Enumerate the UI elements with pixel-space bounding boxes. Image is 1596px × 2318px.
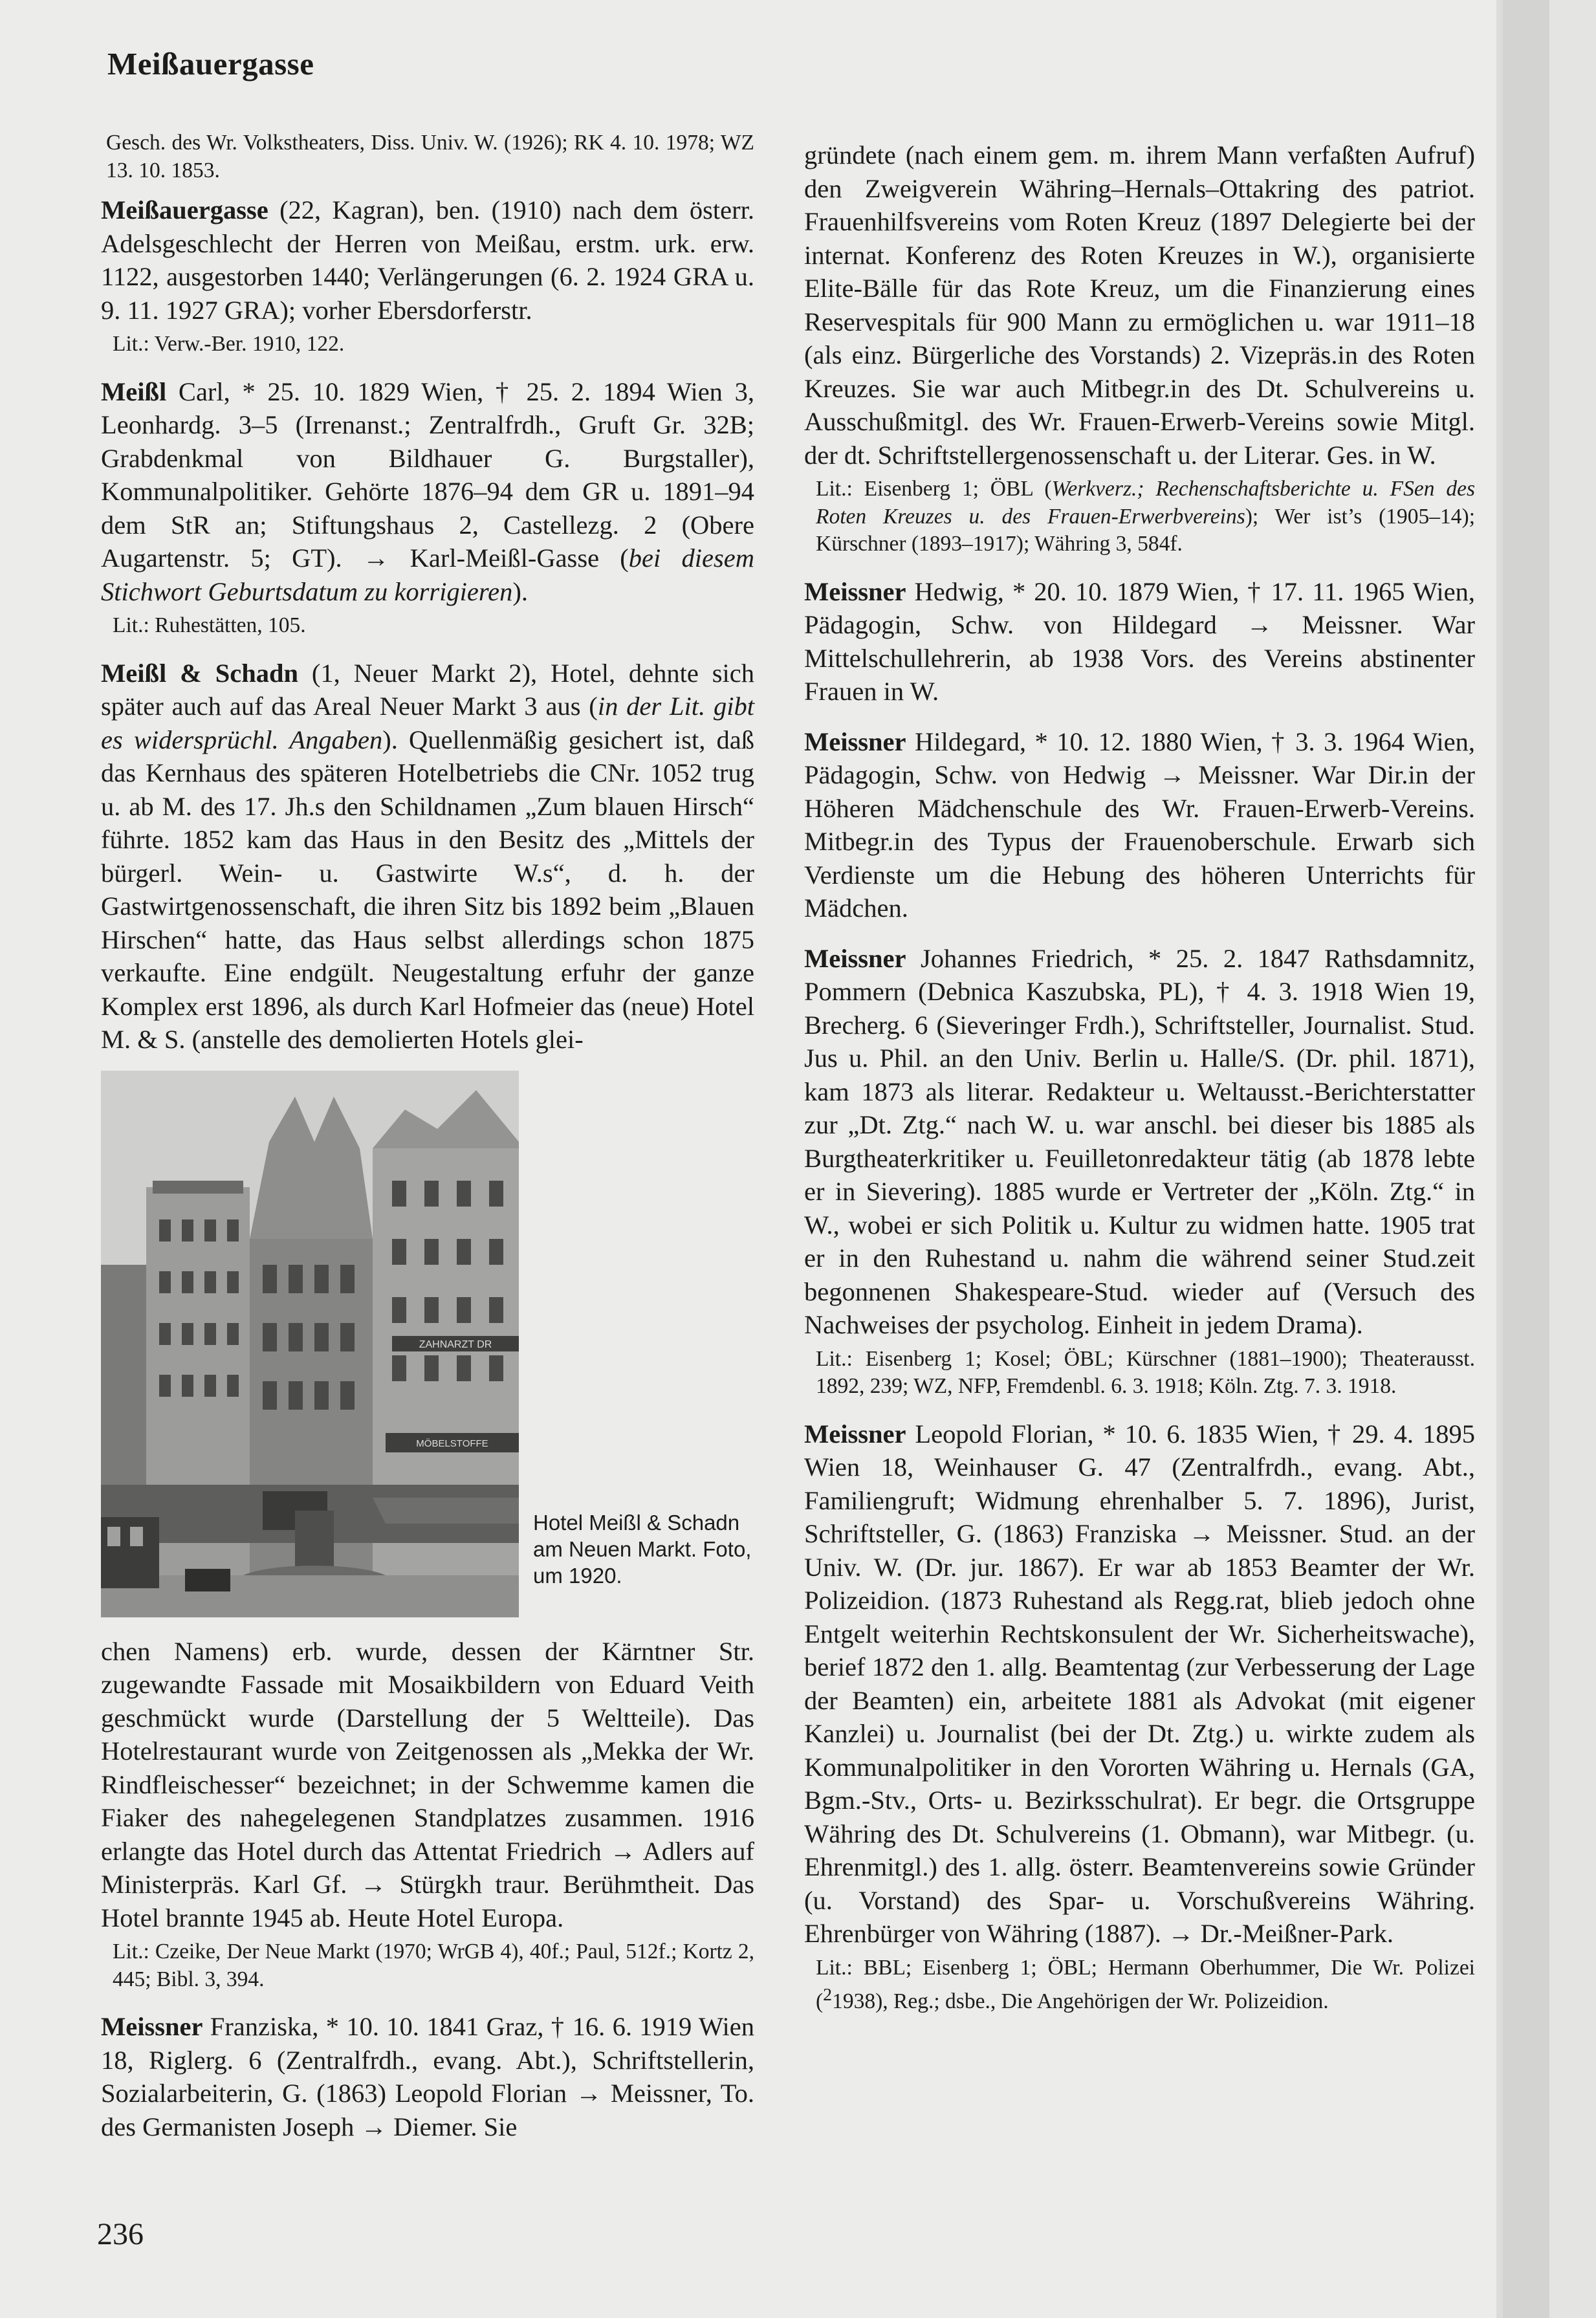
page-edge	[1503, 0, 1549, 2318]
entry-text: Leopold Florian, * 10. 6. 1835 Wien, † 29. 4. 1895 Wien 18, Weinhauser G. 47 (Zentralfrdh., evang. Abt., Familiengruft; Widmung ehrenhalber 5. 7. 1896), Jurist, Schriftsteller, G. (1863) Franziska → Meissner. Stud. an der Univ. W. (Dr. jur. 1867). Er war ab 1853 Beamter der Wr. Polizeidion. (1873 Ruhestand als Regg.rat, blieb jedoch ohne Entgelt weiterhin Rechtskonsulent der Wr. Sicherheitswache), berief 1872 den 1. allg. Beamtentag (zur Verbesserung der Lage der Beamten) ein, arbeitete 1881 als Advokat (mit eigener Kanzlei) u. Journalist (bei der Dt. Ztg.) u. wirkte zudem als Kommunalpolitiker in den Vororten Währing u. Hernals (GA, Bgm.-Stv., Orts- u. Bezirksschulrat). Er begr. die Ortsgruppe Währing des Dt. Schulvereins (1. Obmann), war Mitbegr. (u. Ehrenmitgl.) des 1. allg. österr. Beamtenvereins sowie Gründer (u. Vorstand) des Spar- u. Vorschußvereins Währing. Ehrenbürger von Währing (1887). → Dr.-Meißner-Park.	[804, 1419, 1475, 1948]
right-column	[804, 138, 1475, 2033]
entry-text-end: ).	[512, 576, 528, 606]
entry-italic-note: in der Lit. gibt es widersprüchl. Angaben	[101, 692, 754, 754]
entry-literature: Lit.: Czeike, Der Neue Markt (1970; WrGB 4), 40f.; Paul, 512f.; Kortz 2, 445; Bibl. 3, 394.	[113, 1940, 754, 1991]
entry-italic-note: bei diesem Stichwort Geburtsdatum zu korrigieren	[101, 543, 754, 606]
entry-meissl-schadn	[101, 657, 754, 1056]
entry-text: Hedwig, * 20. 10. 1879 Wien, † 17. 11. 1965 Wien, Pädagogin, Schw. von Hildegard → Meissner. War Mittelschullehrerin, ab 1938 Vors. des Vereins abstinenter Frauen in W.	[804, 576, 1475, 706]
photo-sign-shop: MÖBELSTOFFE	[416, 1438, 488, 1449]
entry-meissl-schadn-continued: chen Namens) erb. wurde, dessen der Kärntner Str. zugewandte Fassade mit Mosaikbildern von Eduard Veith geschmückt wurde (Darstellung der 5 Weltteile). Das Hotelrestaurant wurde von Zeitgenossen als „Mekka der Wr. Rindfleischesser“ bezeichnet; in der Schwemme kamen die Fiaker des nahegelegenen Standplatzes zusammen. 1916 erlangte das Hotel durch das Attentat Friedrich → Adlers auf Ministerpräs. Karl Gf. → Stürgkh traur. Berühmtheit. Das Hotel brannte 1945 ab. Heute Hotel Europa.	[101, 1636, 754, 1932]
lit-superscript: 2	[823, 1985, 833, 2005]
entry-text: (1, Neuer Markt 2), Hotel, dehnte sich später auch auf das Areal Neuer Markt 3 aus (	[101, 658, 754, 721]
lit-italic: Werkverz.; Rechenschaftsberichte u. FSen des Roten Kreuzes u. des Frauen-Erwerbvereins	[816, 477, 1475, 529]
entry-text: Carl, * 25. 10. 1829 Wien, † 25. 2. 1894 Wien 3, Leonhardg. 3–5 (Irrenanst.; Zentralfrdh., Gruft Gr. 32B; Grabdenkmal von Bildhauer G. Burgstaller), Kommunalpolitiker. Gehörte 1876–94 dem GR u. 1891–94 dem StR an; Stiftungshaus 2, Castellezg. 2 (Obere Augartenstr. 5; GT). → Karl-Meißl-Gasse (	[101, 377, 754, 573]
entry-meissner-hildegard	[804, 725, 1475, 925]
entry-text: (22, Kagran), ben. (1910) nach dem österr. Adelsgeschlecht der Herren von Meißau, erstm. urk. erw. 1122, ausgestorben 1440; Verlängerungen (6. 2. 1924 GRA u. 9. 11. 1927 GRA); vorher Ebersdorferstr.	[101, 195, 754, 325]
lit-text: Lit.: BBL; Eisenberg 1; ÖBL; Hermann Oberhummer, Die Wr. Polizei (	[816, 1955, 1475, 2014]
entry-meissner-hedwig	[804, 575, 1475, 708]
entry-text: Johannes Friedrich, * 25. 2. 1847 Rathsdamnitz, Pommern (Debnica Kaszubska, PL), † 4. 3. 1918 Wien 19, Brecherg. 6 (Sieveringer Frdh.), Schriftsteller, Journalist. Stud. Jus u. Phil. an den Univ. Berlin u. Halle/S. (Dr. phil. 1871), kam 1873 als literar. Redakteur u. Weltausst.-Berichterstatter zur „Dt. Ztg.“ nach W. u. war anschl. bei dieser bis 1885 als Burgtheaterkritiker u. Feuilletonredakteur tätig (ab 1878 lebte er in Sievering). 1885 wurde er Vertreter der „Köln. Ztg.“ in W., wobei er sich Politik u. Kultur zu widmen hatte. 1905 trat er in den Ruhestand u. nahm die während seiner Stud.zeit begonnenen Shakespeare-Stud. wieder auf (Versuch des Nachweises der psycholog. Einheit in jedem Drama).	[804, 943, 1475, 1339]
page-edge-shadow	[1496, 0, 1503, 2318]
entry-literature: Lit.: Eisenberg 1; Kosel; ÖBL; Kürschner (1881–1900); Theaterausst. 1892, 239; WZ, NFP, Fremdenbl. 6. 3. 1918; Köln. Ztg. 7. 3. 1918.	[816, 1346, 1475, 1398]
headword: Meissner	[804, 1419, 906, 1449]
headword: Meißl & Schadn	[101, 658, 299, 688]
entry-meissner-franziska-continued: gründete (nach einem gem. m. ihrem Mann verfaßten Aufruf) den Zweigverein Währing–Hernals–Ottakring des patriot. Frauenhilfsvereins vom Roten Kreuz (1897 Delegierte bei der internat. Konferenz des Roten Kreuzes in W.), organisierte Elite-Bälle für das Rote Kreuz, um die Finanzierung eines Reservespitals für 900 Mann zu ermöglichen u. war 1911–18 (als einz. Bürgerliche des Vorstands) 2. Vizepräs.in des Roten Kreuzes. Sie war auch Mitbegr.in des Dt. Schulvereins u. Ausschußmitgl. des Wr. Frauen-Erwerb-Vereins sowie Mitgl. der dt. Schriftstellergenossenschaft u. der Literar. Ges. in W.	[804, 140, 1475, 470]
entry-literature	[804, 476, 1475, 558]
headword: Meissner	[804, 576, 906, 606]
entry-meissner-franziska	[101, 2010, 754, 2143]
page-number: 236	[97, 2217, 144, 2251]
hotel-figure	[101, 1071, 754, 1621]
intro-literature: Gesch. des Wr. Volkstheaters, Diss. Univ. W. (1926); RK 4. 10. 1978; WZ 13. 10. 1853.	[106, 131, 754, 182]
entry-text: ). Quellenmäßig gesichert ist, daß das Kernhaus des späteren Hotelbetriebs die CNr. 1052 trug u. ab M. des 17. Jh.s den Schildnamen „Zum blauen Hirsch“ führte. 1852 kam das Haus in den Besitz des „Mittels der bürgerl. Wein- u. Gastwirte W.s“, d. h. der Gastwirtgenossenschaft, die ihren Sitz bis 1892 beim „Blauen Hirschen“ hatte, das Haus selbst allerdings schon 1875 verkaufte. Eine endgült. Neugestaltung erfuhr der ganze Komplex erst 1896, als durch Karl Hofmeier das (neue) Hotel M. & S. (anstelle des demolierten Hotels glei-	[101, 725, 754, 1054]
entry-literature	[804, 1954, 1475, 2016]
lit-text: Lit.: Eisenberg 1; ÖBL (	[816, 477, 1052, 501]
entry-meissner-johannes	[804, 942, 1475, 1342]
headword: Meissner	[804, 943, 906, 973]
figure-caption: Hotel Meißl & Schadn am Neuen Markt. Foto, um 1920.	[533, 1510, 752, 1588]
entry-text: Franziska, * 10. 10. 1841 Graz, † 16. 6. 1919 Wien 18, Riglerg. 6 (Zentralfrdh., evang. Abt.), Schriftstellerin, Sozialarbeiterin, G. (1863) Leopold Florian → Meissner, To. des Germanisten Joseph → Diemer. Sie	[101, 2012, 754, 2141]
entry-meissner-leopold	[804, 1417, 1475, 1951]
headword: Meißl	[101, 377, 167, 406]
lit-text: 1938), Reg.; dsbe., Die Angehörigen der Wr. Polizeidion.	[832, 1989, 1329, 2014]
running-head: Meißauergasse	[107, 46, 314, 82]
headword: Meissner	[101, 2012, 203, 2041]
left-column	[101, 129, 754, 2158]
lit-text: ); Wer ist’s (1905–14); Kürschner (1893–1917); Währing 3, 584f.	[816, 504, 1476, 556]
entry-meissauergasse	[101, 193, 754, 327]
entry-literature: Lit.: Ruhestätten, 105.	[113, 613, 306, 637]
entry-text: Hildegard, * 10. 12. 1880 Wien, † 3. 3. 1964 Wien, Pädagogin, Schw. von Hedwig → Meissner. War Dir.in der Höheren Mädchenschule des Wr. Frauen-Erwerb-Vereins. Mitbegr.in des Typus der Frauenoberschule. Erwarb sich Verdienste um die Hebung des höheren Unterrichts für Mädchen.	[804, 727, 1475, 923]
entry-literature: Lit.: Verw.-Ber. 1910, 122.	[113, 332, 345, 356]
hotel-photo	[101, 1071, 519, 1617]
headword: Meißauergasse	[101, 195, 268, 224]
entry-meissl-carl	[101, 375, 754, 609]
photo-sign-zahnarzt: ZAHNARZT DR	[419, 1339, 492, 1350]
headword: Meissner	[804, 727, 906, 756]
